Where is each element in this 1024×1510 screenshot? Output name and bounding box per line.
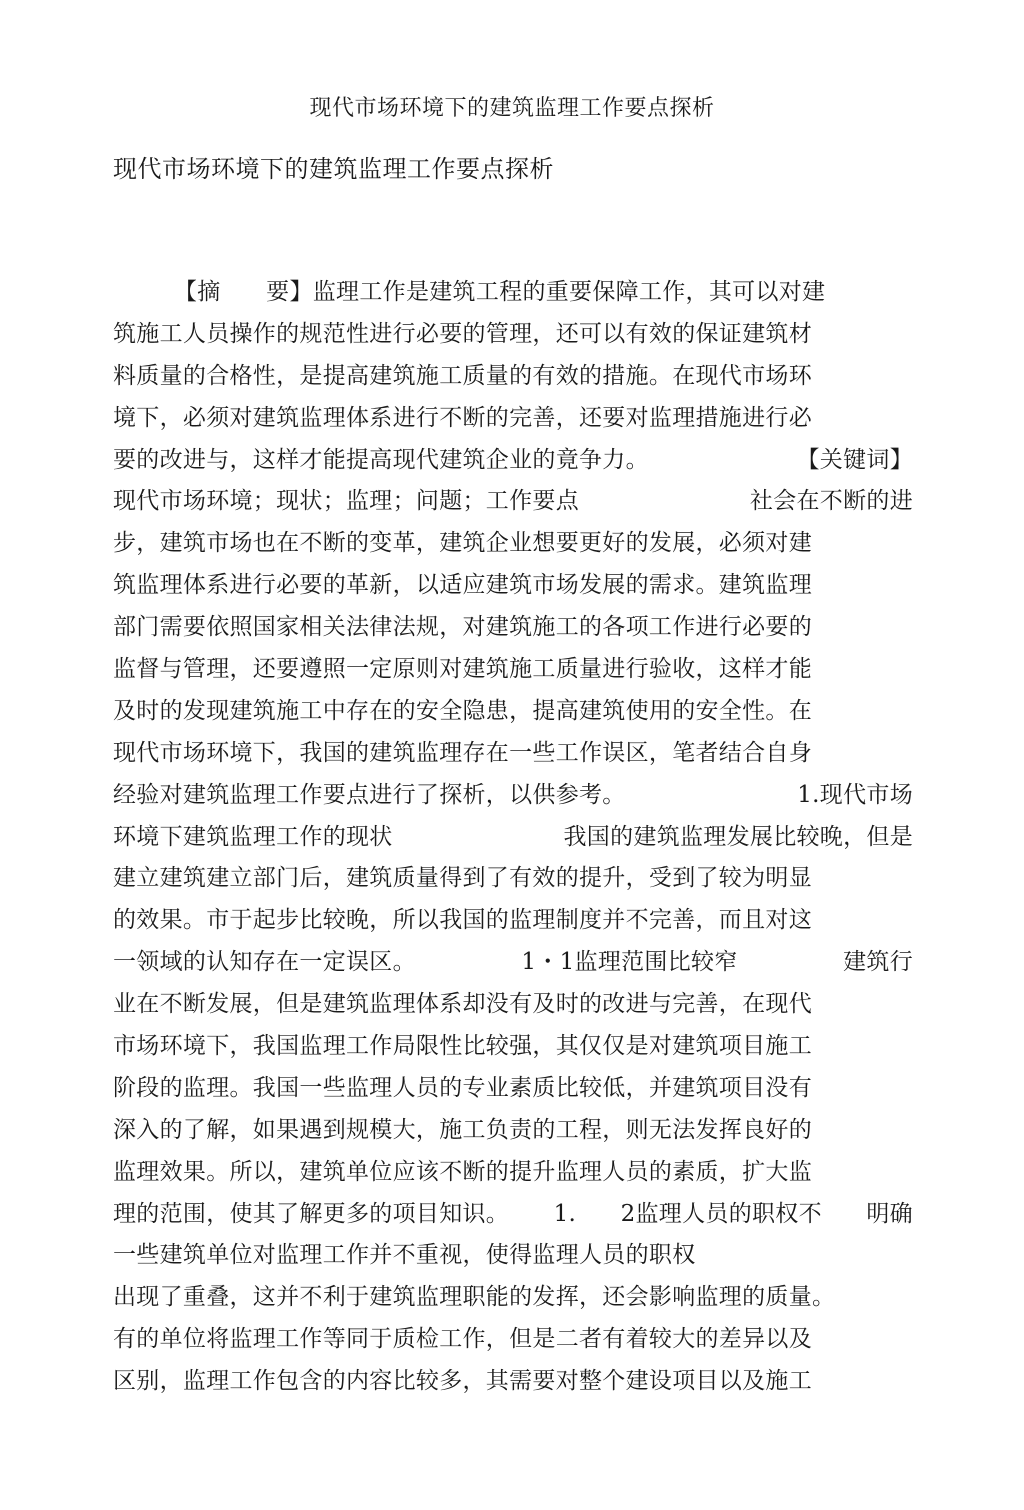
body-line-segment: 部门需要依照国家相关法律法规，对建筑施工的各项工作进行必要的 xyxy=(113,614,812,641)
body-line-segment: 1.现代市场 xyxy=(797,781,913,808)
body-line-segment: 经验对建筑监理工作要点进行了探析，以供参考。 xyxy=(113,781,626,808)
body-line xyxy=(113,817,913,859)
body-line xyxy=(113,900,913,942)
body-line-segment: 建筑行 xyxy=(843,949,913,976)
body-line-segment: 步，建筑市场也在不断的变革，建筑企业想要更好的发展，必须对建 xyxy=(113,530,812,557)
body-line-segment: 业在不断发展，但是建筑监理体系却没有及时的改进与完善，在现代 xyxy=(113,991,812,1018)
body-line xyxy=(113,858,913,900)
body-line-segment: 境下，必须对建筑监理体系进行不断的完善，还要对监理措施进行必 xyxy=(113,404,812,431)
body-line-segment: 料质量的合格性，是提高建筑施工质量的有效的措施。在现代市场环 xyxy=(113,362,812,389)
body-line xyxy=(113,1026,913,1068)
body-line-segment: 市场环境下，我国监理工作局限性比较强，其仅仅是对建筑项目施工 xyxy=(113,1033,812,1060)
body-line xyxy=(113,984,913,1026)
body-line-segment: 理的范围，使其了解更多的项目知识。 xyxy=(113,1200,510,1227)
body-line-segment: 有的单位将监理工作等同于质检工作，但是二者有着较大的差异以及 xyxy=(113,1326,812,1353)
body-line xyxy=(113,272,913,314)
body-line xyxy=(113,942,913,984)
body-line xyxy=(113,314,913,356)
body-line-segment: 【摘 要】监理工作是建筑工程的重要保障工作，其可以对建 xyxy=(113,279,826,305)
body-line xyxy=(113,775,913,817)
body-line-segment: 筑监理体系进行必要的革新，以适应建筑市场发展的需求。建筑监理 xyxy=(113,572,812,599)
body-line-segment: 要的改进与，这样才能提高现代建筑企业的竟争力。 xyxy=(113,446,649,473)
body-line xyxy=(113,523,913,565)
body-line-segment: 社会在不断的进 xyxy=(749,488,913,515)
body-line-segment: 现代市场环境；现状；监理；问题；工作要点 xyxy=(113,488,579,515)
body-line xyxy=(113,1194,913,1236)
body-line-segment: 阶段的监理。我国一些监理人员的专业素质比较低，并建筑项目没有 xyxy=(113,1074,812,1101)
body-line xyxy=(113,356,913,398)
body-line xyxy=(113,398,913,440)
body-line xyxy=(113,1277,913,1319)
body-line-segment: 我国的建筑监理发展比较晚，但是 xyxy=(563,823,913,850)
body-line xyxy=(113,1152,913,1194)
body-line-segment: 深入的了解，如果遇到规模大，施工负责的工程，则无法发挥良好的 xyxy=(113,1116,812,1143)
body-line-segment: 现代市场环境下，我国的建筑监理存在一些工作误区，笔者结合自身 xyxy=(113,739,812,766)
body-line xyxy=(113,607,913,649)
body-line-segment: 监理效果。所以，建筑单位应该不断的提升监理人员的素质，扩大监 xyxy=(113,1158,812,1185)
body-line xyxy=(113,440,913,482)
body-line xyxy=(113,649,913,691)
body-line xyxy=(113,1319,913,1361)
body-line-segment: 及时的发现建筑施工中存在的安全隐患，提高建筑使用的安全性。在 xyxy=(113,697,812,724)
body-line-segment: 一些建筑单位对监理工作并不重视，使得监理人员的职权 xyxy=(113,1242,696,1269)
body-line xyxy=(113,1361,913,1403)
body-line-segment: 区别，监理工作包含的内容比较多，其需要对整个建设项目以及施工 xyxy=(113,1368,812,1395)
body-line-segment: 的效果。市于起步比较晚，所以我国的监理制度并不完善，而且对这 xyxy=(113,907,812,934)
body-line-segment: 一领域的认知存在一定误区。 xyxy=(113,949,416,976)
body-line-segment: 环境下建筑监理工作的现状 xyxy=(113,823,393,850)
body-line xyxy=(113,691,913,733)
body-line-segment: 2监理人员的职权不 xyxy=(620,1200,822,1227)
body-line-segment: 建立建筑建立部门后，建筑质量得到了有效的提升，受到了较为明显 xyxy=(113,865,812,892)
body-line xyxy=(113,481,913,523)
body-line-segment: 出现了重叠，这并不利于建筑监理职能的发挥，还会影响监理的质量。 xyxy=(113,1284,836,1311)
body-line xyxy=(113,1235,913,1277)
document-subtitle: 现代市场环境下的建筑监理工作要点探析 xyxy=(113,155,554,183)
body-line-segment: 筑施工人员操作的规范性进行必要的管理，还可以有效的保证建筑材 xyxy=(113,320,812,347)
body-line-segment: 明确 xyxy=(866,1200,913,1227)
body-line-segment: 【关键词】 xyxy=(796,446,913,473)
body-line xyxy=(113,733,913,775)
document-title: 现代市场环境下的建筑监理工作要点探析 xyxy=(309,96,715,121)
body-line xyxy=(113,1068,913,1110)
body-line-segment: 1・1监理范围比较窄 xyxy=(521,949,738,976)
body-line xyxy=(113,1110,913,1152)
body-line-segment: 监督与管理，还要遵照一定原则对建筑施工质量进行验收，这样才能 xyxy=(113,656,812,683)
document-body xyxy=(113,272,913,1403)
body-line-segment: 1. xyxy=(553,1200,577,1227)
body-line xyxy=(113,565,913,607)
